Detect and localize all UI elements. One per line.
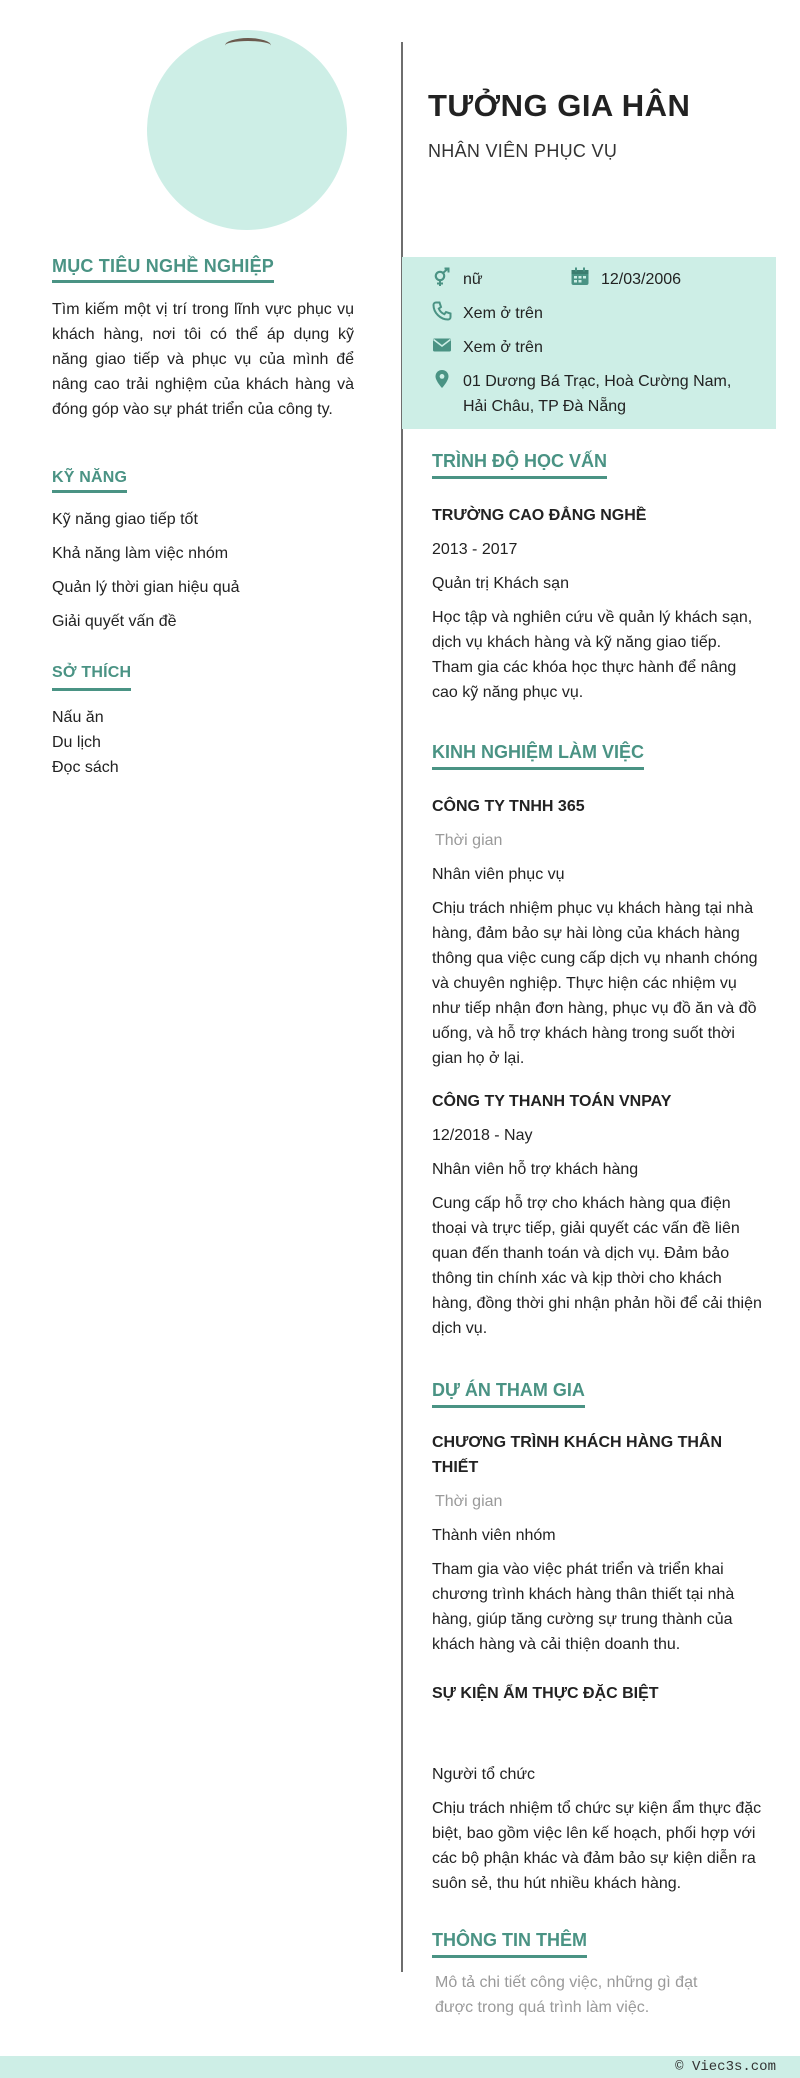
education-period: 2013 - 2017 xyxy=(432,541,518,558)
hobby-item: Nấu ăn xyxy=(52,709,104,726)
candidate-position: NHÂN VIÊN PHỤC VỤ xyxy=(428,141,618,161)
watermark: © Viec3s.com xyxy=(675,2059,776,2075)
job-role: Nhân viên hỗ trợ khách hàng xyxy=(432,1161,639,1178)
skill-item: Kỹ năng giao tiếp tốt xyxy=(52,511,198,528)
objective-text: Tìm kiếm một vị trí trong lĩnh vực phục vụ khách hàng, nơi tôi có thể áp dụng kỹ năng giao tiếp và phục vụ của mình để nâng cao trải nghiệm của khách hàng và đóng góp vào sự phát triển của công ty. xyxy=(52,301,354,418)
location-icon xyxy=(432,369,452,389)
project-period: Thời gian xyxy=(435,1493,503,1510)
email-value: Xem ở trên xyxy=(463,339,543,356)
projects-section xyxy=(432,1380,762,1896)
gender-value: nữ xyxy=(463,271,483,288)
skill-item: Quản lý thời gian hiệu quả xyxy=(52,579,240,596)
job-company: CÔNG TY THANH TOÁN VNPAY xyxy=(432,1093,672,1110)
email-icon xyxy=(432,335,452,355)
job-role: Nhân viên phục vụ xyxy=(432,866,565,883)
hobbies-title: SỞ THÍCH xyxy=(52,660,131,691)
project-name: SỰ KIỆN ẨM THỰC ĐẶC BIỆT xyxy=(432,1685,659,1702)
footer-bar xyxy=(0,2056,800,2078)
project-role: Người tổ chức xyxy=(432,1766,536,1783)
experience-title: KINH NGHIỆM LÀM VIỆC xyxy=(432,742,644,770)
address-line-1: 01 Dương Bá Trạc, Hoà Cường Nam, xyxy=(463,373,732,390)
avatar-photo-edge xyxy=(225,38,271,53)
gender-icon xyxy=(432,267,452,287)
skill-item: Giải quyết vấn đề xyxy=(52,613,177,630)
job-description: Cung cấp hỗ trợ cho khách hàng qua điện thoại và trực tiếp, giải quyết các vấn đề liên quan đến thanh toán và dịch vụ. Đảm bảo thông tin chính xác và kịp thời cho khách hàng, đồng thời ghi nhận phản hồi để cải thiện dịch vụ. xyxy=(432,1195,762,1337)
hobby-item: Du lịch xyxy=(52,734,101,751)
skill-item: Khả năng làm việc nhóm xyxy=(52,545,229,562)
additional-placeholder[interactable]: Mô tả chi tiết công việc, những gì đạt được trong quá trình làm việc. xyxy=(435,1974,698,2016)
project-period xyxy=(432,1715,762,1740)
education-major: Quản trị Khách sạn xyxy=(432,575,569,592)
additional-section xyxy=(432,1930,762,2020)
job-description: Chịu trách nhiệm phục vụ khách hàng tại nhà hàng, đảm bảo sự hài lòng của khách hàng thông qua việc cung cấp dịch vụ nhanh chóng và chuyên nghiệp. Thực hiện các nhiệm vụ như tiếp nhận đơn hàng, phục vụ đồ ăn và đồ uống, và hỗ trợ khách hàng trong suốt thời gian họ ở lại. xyxy=(432,900,758,1067)
project-role: Thành viên nhóm xyxy=(432,1527,556,1544)
school-name: TRƯỜNG CAO ĐẲNG NGHỀ xyxy=(432,507,647,524)
project-name: CHƯƠNG TRÌNH KHÁCH HÀNG THÂN THIẾT xyxy=(432,1434,723,1476)
objective-title: MỤC TIÊU NGHỀ NGHIỆP xyxy=(52,256,274,283)
additional-title: THÔNG TIN THÊM xyxy=(432,1930,587,1958)
contact-panel xyxy=(402,257,776,429)
phone-value: Xem ở trên xyxy=(463,305,543,322)
phone-icon xyxy=(432,301,452,321)
education-title: TRÌNH ĐỘ HỌC VẤN xyxy=(432,451,607,479)
project-description: Chịu trách nhiệm tổ chức sự kiện ẩm thực đặc biệt, bao gồm việc lên kế hoạch, phối hợp với các bộ phận khác và đảm bảo sự kiện diễn ra suôn sẻ, thu hút nhiều khách hàng. xyxy=(432,1800,762,1892)
education-description: Học tập và nghiên cứu về quản lý khách sạn, dịch vụ khách hàng và kỹ năng giao tiếp. Tham gia các khóa học thực hành để nâng cao kỹ năng phục vụ. xyxy=(432,609,753,701)
avatar[interactable] xyxy=(147,30,347,230)
skills-title: KỸ NĂNG xyxy=(52,469,127,493)
projects-title: DỰ ÁN THAM GIA xyxy=(432,1380,585,1408)
calendar-icon xyxy=(570,267,590,287)
education-section xyxy=(432,451,762,705)
experience-section xyxy=(432,742,762,1341)
address-line-2: Hải Châu, TP Đà Nẵng xyxy=(463,398,627,415)
hobby-item: Đọc sách xyxy=(52,759,119,776)
project-description: Tham gia vào việc phát triển và triển khai chương trình khách hàng thân thiết tại nhà hàng, giúp tăng cường sự trung thành của khách hàng và cải thiện doanh thu. xyxy=(432,1561,735,1653)
candidate-name: TƯỞNG GIA HÂN xyxy=(428,88,691,123)
birthdate-value: 12/03/2006 xyxy=(601,271,682,288)
objective-section xyxy=(52,256,354,422)
job-company: CÔNG TY TNHH 365 xyxy=(432,798,585,815)
job-period: 12/2018 - Nay xyxy=(432,1127,533,1144)
job-period: Thời gian xyxy=(435,832,503,849)
skills-section xyxy=(52,469,354,639)
hobbies-section xyxy=(52,660,354,780)
